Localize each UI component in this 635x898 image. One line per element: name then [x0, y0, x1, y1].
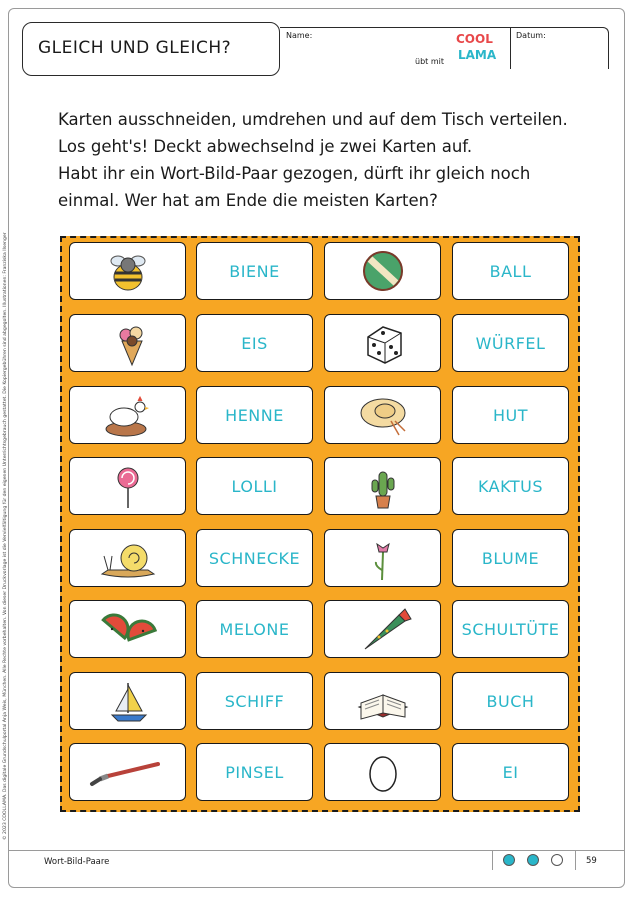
picture-card-brush[interactable] [69, 743, 186, 801]
word-card[interactable] [196, 672, 313, 730]
picture-card-snail[interactable] [69, 529, 186, 587]
instruction-line: Habt ihr ein Wort-Bild-Paar gezogen, dürft ihr gleich noch [58, 164, 531, 183]
word-card[interactable] [452, 386, 569, 444]
hen-icon [88, 391, 168, 439]
word-card[interactable] [196, 743, 313, 801]
card-word: LOLLI [231, 476, 278, 496]
hat-icon [343, 391, 423, 439]
word-card[interactable] [452, 600, 569, 658]
picture-card-flower[interactable] [324, 529, 441, 587]
logo-word-cool: COOL [456, 32, 493, 46]
date-field[interactable] [510, 27, 609, 69]
picture-card-book[interactable] [324, 672, 441, 730]
egg-icon [343, 748, 423, 796]
word-card[interactable] [452, 457, 569, 515]
name-field[interactable] [280, 27, 510, 69]
logo-word-lama: LAMA [458, 48, 497, 62]
card-word: WÜRFEL [475, 333, 546, 353]
page-title: GLEICH UND GLEICH? [38, 38, 232, 58]
brush-icon [88, 748, 168, 796]
word-card[interactable] [196, 529, 313, 587]
instruction-line: einmal. Wer hat am Ende die meisten Karten? [58, 191, 438, 210]
picture-card-ball[interactable] [324, 242, 441, 300]
picture-card-dice[interactable] [324, 314, 441, 372]
school-cone-icon [343, 605, 423, 653]
picture-card-school-cone[interactable] [324, 600, 441, 658]
card-word: BIENE [229, 261, 280, 281]
logo-prefix: übt mit [415, 57, 444, 66]
picture-card-bee[interactable] [69, 242, 186, 300]
picture-card-ship[interactable] [69, 672, 186, 730]
flower-icon [343, 534, 423, 582]
card-word: HUT [492, 405, 528, 425]
word-card[interactable] [452, 529, 569, 587]
difficulty-dot-filled [503, 854, 515, 866]
ball-icon [343, 247, 423, 295]
card-word: BALL [489, 261, 532, 281]
card-word: SCHNECKE [208, 548, 301, 568]
word-card[interactable] [452, 242, 569, 300]
word-card[interactable] [196, 457, 313, 515]
snail-icon [88, 534, 168, 582]
difficulty-dot-empty [551, 854, 563, 866]
footer-label: Wort-Bild-Paare [44, 857, 110, 867]
lollipop-icon [88, 462, 168, 510]
picture-card-cactus[interactable] [324, 457, 441, 515]
card-word: EIS [241, 333, 268, 353]
word-card[interactable] [196, 386, 313, 444]
date-label: Datum: [516, 31, 546, 40]
page-number: 59 [586, 856, 597, 866]
instruction-line: Karten ausschneiden, umdrehen und auf dem Tisch verteilen. [58, 110, 568, 129]
card-word: MELONE [219, 619, 290, 639]
book-icon [343, 677, 423, 725]
picture-card-lollipop[interactable] [69, 457, 186, 515]
picture-card-hen[interactable] [69, 386, 186, 444]
card-grid [60, 236, 580, 812]
ship-icon [88, 677, 168, 725]
dice-icon [343, 319, 423, 367]
word-card[interactable] [196, 314, 313, 372]
ice-cream-icon [88, 319, 168, 367]
card-word: EI [502, 762, 519, 782]
cactus-icon [343, 462, 423, 510]
picture-card-melon[interactable] [69, 600, 186, 658]
card-word: HENNE [225, 405, 284, 425]
card-word: KAKTUS [477, 476, 544, 496]
instructions [58, 106, 588, 214]
card-word: SCHULTÜTE [461, 619, 560, 639]
name-label: Name: [286, 31, 313, 40]
picture-card-ice-cream[interactable] [69, 314, 186, 372]
word-card[interactable] [196, 600, 313, 658]
picture-card-hat[interactable] [324, 386, 441, 444]
card-word: BUCH [486, 691, 535, 711]
picture-card-egg[interactable] [324, 743, 441, 801]
word-card[interactable] [452, 314, 569, 372]
card-word: PINSEL [225, 762, 284, 782]
instruction-line: Los geht's! Deckt abwechselnd je zwei Karten auf. [58, 137, 473, 156]
difficulty-dots [492, 850, 576, 870]
melon-icon [88, 605, 168, 653]
bee-icon [88, 247, 168, 295]
card-word: SCHIFF [224, 691, 285, 711]
word-card[interactable] [196, 242, 313, 300]
difficulty-dot-filled [527, 854, 539, 866]
word-card[interactable] [452, 672, 569, 730]
copyright-note: © 2023 COOLLAMA. Das digitale Grundschulportal Anja Weis, München. Alle Rechte vorbehalten. Von dieser Druckvorlage ist die Vervielfältigung für den eigenen Unterrichtsgebrauch gestattet. Die Kopiergebühren sind abgegolten. Illustrationen: Franziska Ilsenger [3, 232, 8, 840]
card-word: BLUME [481, 548, 540, 568]
word-card[interactable] [452, 743, 569, 801]
